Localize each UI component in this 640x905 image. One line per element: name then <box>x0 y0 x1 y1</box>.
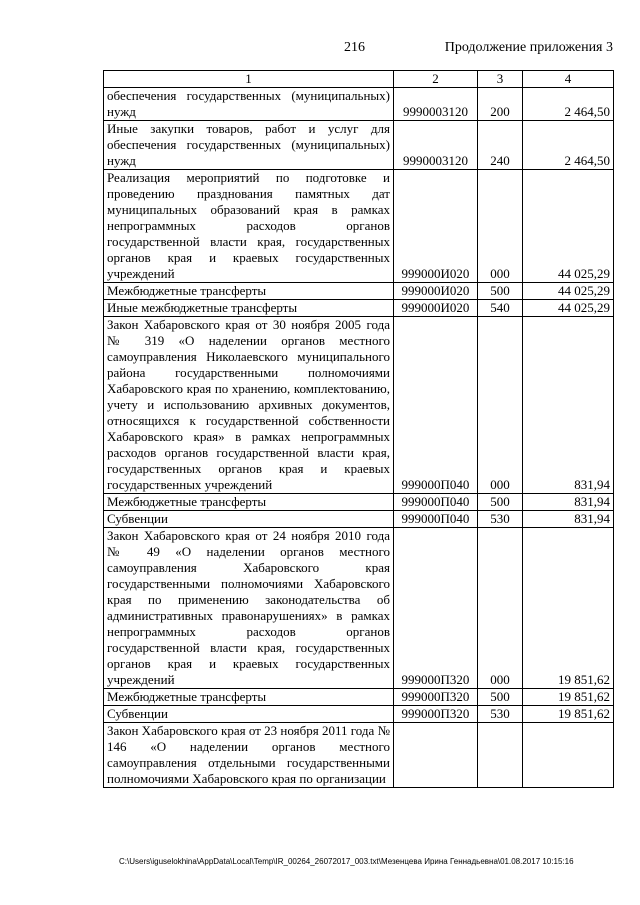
row-amount: 2 464,50 <box>523 88 614 121</box>
row-amount: 19 851,62 <box>523 689 614 706</box>
table-row <box>104 88 614 121</box>
table-row <box>104 723 614 788</box>
table-row <box>104 121 614 170</box>
column-header: 1 <box>104 71 394 88</box>
table-header-row <box>104 71 614 88</box>
row-code: 999000П040 <box>394 511 478 528</box>
row-type: 000 <box>478 170 523 283</box>
row-code: 999000П040 <box>394 317 478 494</box>
column-header: 2 <box>394 71 478 88</box>
row-name: Субвенции <box>104 706 394 723</box>
row-code: 999000И020 <box>394 283 478 300</box>
row-type <box>478 723 523 788</box>
row-type: 540 <box>478 300 523 317</box>
row-code: 9990003120 <box>394 88 478 121</box>
row-code: 999000П040 <box>394 494 478 511</box>
row-amount: 44 025,29 <box>523 283 614 300</box>
continuation-label: Продолжение приложения 3 <box>444 40 613 55</box>
table-row <box>104 689 614 706</box>
row-code: 999000П320 <box>394 706 478 723</box>
row-code: 999000П320 <box>394 689 478 706</box>
row-code <box>394 723 478 788</box>
table-row <box>104 300 614 317</box>
row-name: Иные межбюджетные трансферты <box>104 300 394 317</box>
row-amount: 831,94 <box>523 494 614 511</box>
row-name: Закон Хабаровского края от 30 ноября 2005 года № 319 «О наделении органов местного самоуправления Николаевского муниципального района государственными полномочиями Хабаровского края по хранению, комплектованию, учету и использованию архивных документов, относящихся к государственной собственности Хабаровского края» в рамках непрограммных расходов органов государственной власти края, государственных органов края и краевых государственных учреждений <box>104 317 394 494</box>
row-name: Реализация мероприятий по подготовке и проведению празднования памятных дат муниципальных образований края в рамках непрограммных расходов органов государственной власти края, государственных органов края и краевых государственных учреждений <box>104 170 394 283</box>
table-row <box>104 528 614 689</box>
column-header: 3 <box>478 71 523 88</box>
page-number: 216 <box>344 40 365 55</box>
row-name: Межбюджетные трансферты <box>104 494 394 511</box>
column-header: 4 <box>523 71 614 88</box>
row-amount: 44 025,29 <box>523 170 614 283</box>
table-row <box>104 170 614 283</box>
row-amount <box>523 723 614 788</box>
row-amount: 19 851,62 <box>523 528 614 689</box>
table-row <box>104 511 614 528</box>
row-code: 999000И020 <box>394 170 478 283</box>
row-type: 000 <box>478 317 523 494</box>
row-type: 530 <box>478 511 523 528</box>
row-type: 200 <box>478 88 523 121</box>
row-name: Межбюджетные трансферты <box>104 283 394 300</box>
row-name: Межбюджетные трансферты <box>104 689 394 706</box>
row-type: 500 <box>478 494 523 511</box>
row-name: Закон Хабаровского края от 23 ноября 2011 года № 146 «О наделении органов местного самоуправления отдельными государственными полномочиями Хабаровского края по организации <box>104 723 394 788</box>
row-amount: 831,94 <box>523 511 614 528</box>
row-code: 9990003120 <box>394 121 478 170</box>
row-amount: 44 025,29 <box>523 300 614 317</box>
file-path-footer: C:\Users\iguselokhina\AppData\Local\Temp\IR_00264_26072017_003.txt\Мезенцева Ирина Геннадьевна\01.08.2017 10:15:16 <box>119 857 574 866</box>
row-name: Субвенции <box>104 511 394 528</box>
row-type: 240 <box>478 121 523 170</box>
row-type: 500 <box>478 283 523 300</box>
budget-table <box>103 70 614 788</box>
row-name: Закон Хабаровского края от 24 ноября 2010 года № 49 «О наделении органов местного самоуправления Хабаровского края государственными полномочиями Хабаровского края по применению законодательства об административных правонарушениях» в рамках непрограммных расходов органов государственной власти края, государственных органов края и краевых государственных учреждений <box>104 528 394 689</box>
row-amount: 2 464,50 <box>523 121 614 170</box>
row-type: 530 <box>478 706 523 723</box>
row-code: 999000И020 <box>394 300 478 317</box>
row-name: Иные закупки товаров, работ и услуг для обеспечения государственных (муниципальных) нужд <box>104 121 394 170</box>
table-row <box>104 706 614 723</box>
row-amount: 19 851,62 <box>523 706 614 723</box>
table-row <box>104 494 614 511</box>
row-name: обеспечения государственных (муниципальных) нужд <box>104 88 394 121</box>
table-row <box>104 317 614 494</box>
row-type: 000 <box>478 528 523 689</box>
table-row <box>104 283 614 300</box>
row-code: 999000П320 <box>394 528 478 689</box>
row-type: 500 <box>478 689 523 706</box>
row-amount: 831,94 <box>523 317 614 494</box>
